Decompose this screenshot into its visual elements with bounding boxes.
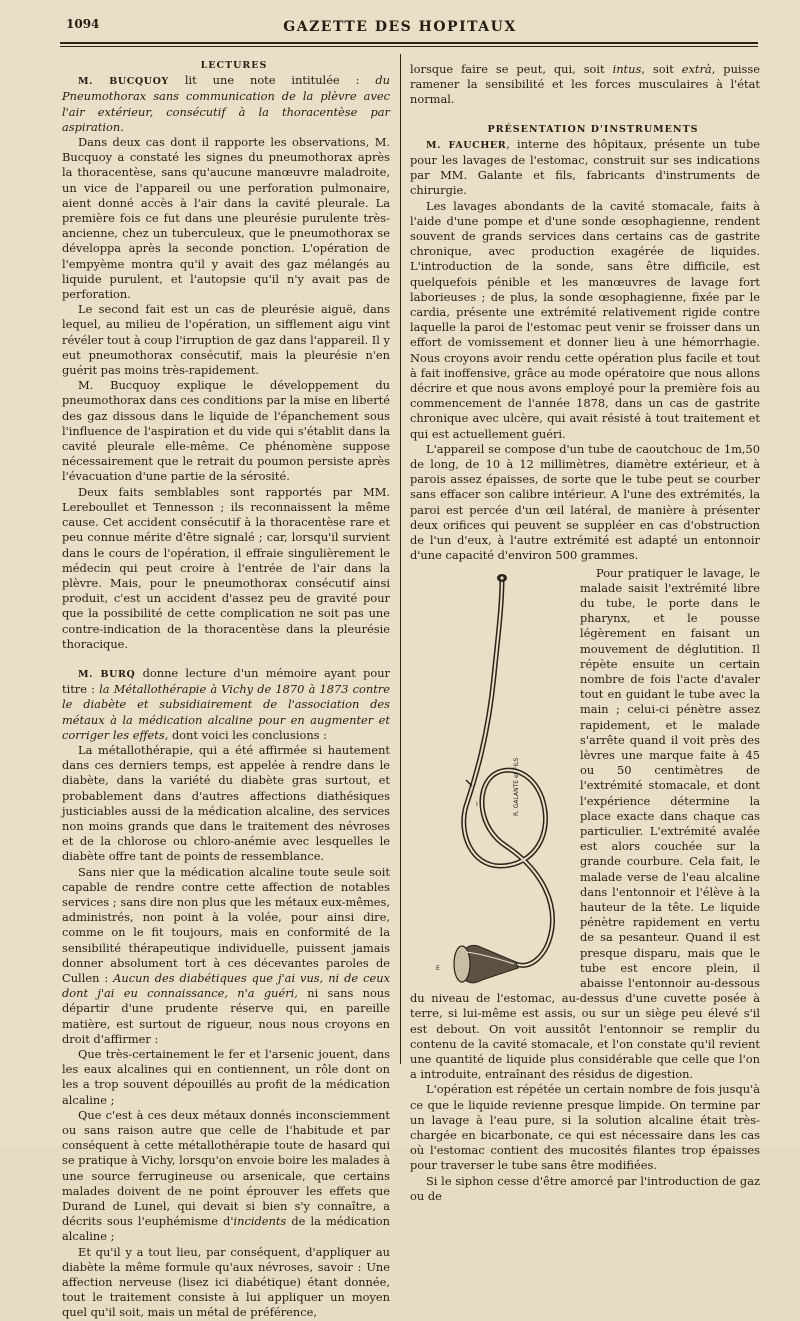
author-burq: M. BURQ [78,668,136,680]
figure-label-top: I [476,800,478,808]
emphasis: extrà [681,62,712,76]
spacer [62,652,390,666]
figure-label-bottom: E [436,964,440,972]
article-bucquoy-intro [62,73,390,135]
paragraph-cullen [62,865,390,1047]
article-faucher-intro [410,137,760,199]
quote-cullen: Aucun des diabétiques que j'ai vus, ni de ceux dont j'ai eu connaissance, n'a guéri, [62,970,391,1001]
article-burq-intro [62,666,390,743]
paragraph: Deux faits semblables sont rapportés par MM. Lereboullet et Tennesson ; ils reconnaissent la même cause. Cet accident consécutif à la thoracentèse rare et peu connue mérite d'être signalé ; car, lorsqu'il survient dans le cours de l'opération, il effraie singulièrement le médecin qui peut croire à l'entrée de l'air dans la plèvre. Mais, pour le pneumothorax consécutif ainsi produit, c'est un accident d'assez peu de gravité pour que la possibilité de cette complication ne soit pas une contre-indication de la thoracentèse dans la pleurésie thoracique. [62,484,390,651]
stomach-tube-illustration [406,566,574,986]
paragraph: Si le siphon cesse d'être amorcé par l'introduction de gaz ou de [410,1173,760,1203]
section-title-instruments: PRÉSENTATION D'INSTRUMENTS [487,123,699,135]
intro-text: lit une note intitulée : [168,73,376,88]
text: , interne des hôpitaux, présente un tube pour les lavages de l'estomac, construit sur ses indications par MM. Galante et fils, fabricants d'instruments de chirurgie. [410,136,760,198]
paragraph: La métallothérapie, qui a été affirmée si hautement dans ces derniers temps, est appelée à rendre dans le diabète, dans la variété du diabète gras surtout, et probablement dans d'autres affections diathésiques justiciables aussi de la médication alcaline, des services non moins grands que dans le traitement des névroses et de la chlorose ou chloro-anémie avec lesquelles le diabète offre tant de points de ressemblance. [62,742,390,864]
paragraph: Pour pratiquer le lavage, le malade saisit l'extrémité libre du tube, le porte dans le pharynx, et le pousse légèrement en faisant un mouvement de déglutition. Il répète ensuite un certain nombre de fois l'acte d'avaler tout en guidant le tube avec la main ; celui-ci pénètre assez rapidement, et le malade s'arrête quand il voit près des lèvres une marque faite à 45 ou 50 centimètres de l'extrémité stomacale, et dont l'expérience détermine la place exacte dans chaque cas particulier. L'extrémité avalée est alors couchée sur la grande courbure. Cela fait, le malade verse de l'eau alcaline dans l'entonnoir et l'élève à la hauteur de la tête. Le liquide pénètre rapidement en vertu de sa pesanteur. Quand il est presque disparu, mais que le tube est encore plein, il abaisse l'entonnoir au-dessous du niveau de l'estomac, au-dessus d'une cuvette posée à terre, si lui-même est assis, ou sur un siège peu élevé s'il est debout. On voit aussitôt l'entonnoir se remplir du contenu de la cavité stomacale, et l'on constate qu'il revient une quantité de liquide plus considérable que celle que l'on a introduite, entraînant des résidus de digestion. [410,565,760,1082]
paragraph: Les lavages abondants de la cavité stomacale, faits à l'aide d'une pompe et d'une sonde œsophagienne, rendent souvent de grands services dans certains cas de gastrite chronique, avec production exagérée de liquides. L'introduction de la sonde, sans être difficile, est quelquefois pénible et les manœuvres de lavage fort laborieuses ; de plus, la sonde œsophagienne, fixée par le cardia, présente une extrémité relativement rigide contre laquelle la paroi de l'estomac peut venir se froisser dans un effort de vomissement et donner lieu à une hémorrhagie. Nous croyons avoir rendu cette opération plus facile et tout à fait inoffensive, grâce au mode opératoire que nous allons décrire et que nous avons employé pour la première fois au commencement de l'année 1878, dans un cas de gastrite chronique avec ulcère, qui avait résisté à tout traitement et qui est actuellement guéri. [410,198,760,441]
spacer [410,108,760,122]
paragraph: Dans deux cas dont il rapporte les observations, M. Bucquoy a constaté les signes du pneumothorax après la thoracentèse, sans qu'aucune manœuvre maladroite, un vice de l'appareil ou une perforation pulmonaire, aient donné accès à l'air dans la cavité pleurale. La première fois ce fut dans une pleurésie purulente très-ancienne, chez un tuberculeux, que le pneumothorax se développa après la seconde ponction. L'opération de l'empyème montra qu'il y avait des gaz mélangés au liquide purulent, et l'autopsie qu'il n'y avait pas de perforation. [62,135,390,302]
left-column [62,58,390,1321]
emphasis: incidents [233,1214,287,1229]
author-bucquoy: M. BUCQUOY [78,76,169,88]
tube-drawing [406,566,574,986]
paragraph: L'appareil se compose d'un tube de caoutchouc de 1m,50 de long, de 10 à 12 millimètres, diamètre extérieur, et à parois assez épaisses, de sorte que le tube peut se courber sans effacer son calibre intérieur. A l'une des extrémités, la paroi est percée d'un œil latéral, de manière à présenter deux orifices qui peuvent se suppléer en cas d'obstruction de l'un d'eux, à l'autre extrémité est adapté un entonnoir d'une capacité d'environ 500 grammes. [410,441,760,563]
text: lorsque faire se peut, qui, soit [410,62,613,76]
paragraph: Que très-certainement le fer et l'arsenic jouent, dans les eaux alcalines qui en contiennent, un rôle dont on les a trop souvent dépouillés au profit de la médication alcaline ; [62,1047,390,1107]
text: , soit [641,62,682,76]
intro-tail: dont voici les conclusions : [168,727,327,742]
header-rule-thin [60,46,758,47]
figure-maker-stamp: R. GALANTE et FILS [513,757,520,816]
article-title-bucquoy: du Pneumothorax sans communication de la plèvre avec l'air extérieur, consécutif à la thoracentèse par aspiration. [62,73,391,134]
text: ni sans nous départir d'une prudente réserve qui, en pareille matière, est surtout de rigueur, nous nous croyons en droit d'affirmer : [62,986,390,1046]
masthead-title: GAZETTE DES HOPITAUX [283,19,517,35]
article-title-burq: la Métallothérapie à Vichy de 1870 à 1873 contre le diabète et subsidiairement de l'association des métaux à la médication alcaline pour en augmenter et corriger les effets, [62,682,390,742]
text: de la médication alcaline ; [62,1214,390,1244]
paragraph: Et qu'il y a tout lieu, par conséquent, d'appliquer au diabète la même formule qu'aux névroses, savoir : Une affection nerveuse (lisez ici diabétique) étant donnée, tout le traitement consiste à lui appliquer un moyen quel qu'il soit, mais un métal de préférence, [62,1244,390,1320]
author-faucher: M. FAUCHER [426,139,507,151]
intro-text: donne lecture d'un mémoire ayant pour titre : [62,665,390,697]
funnel-icon [454,945,518,982]
paragraph: Le second fait est un cas de pleurésie aiguë, dans lequel, au milieu de l'opération, un sifflement aigu vint révéler tout à coup l'irruption de gaz dans l'appareil. Il y eut pneumothorax consécutif, mais la pleurésie n'en guérit pas moins très-rapidement. [62,302,390,378]
page-number: 1094 [66,17,100,31]
section-title-lectures: LECTURES [200,60,268,71]
continued-paragraph [410,62,760,108]
column-divider [400,54,401,1064]
right-column [410,62,760,1204]
emphasis: intus [612,62,642,76]
paragraph: L'opération est répétée un certain nombre de fois jusqu'à ce que le liquide revienne presque limpide. On termine par un lavage à l'eau pure, si la solution alcaline était très-chargée en bicarbonate, ce qui est nécessaire dans les cas où l'estomac contient des mucosités filantes trop épaisses pour traverser le tube sans être modifiées. [410,1082,760,1173]
text: , puisse ramener la sensibilité et les forces musculaires à l'état normal. [410,62,760,107]
paragraph: M. Bucquoy explique le développement du pneumothorax dans ces conditions par la mise en liberté des gaz dissous dans le liquide de l'épanchement sous l'influence de l'aspiration et du vide qui s'établit dans la cavité pleurale elle-même. Ce phénomène suppose nécessairement que le retrait du poumon persiste après l'évacuation d'une partie de la sérosité. [62,378,390,484]
text: Sans nier que la médication alcaline toute seule soit capable de rendre contre cette affection de notables services ; sans dire non plus que les métaux eux-mêmes, administrés, non point à la volée, pour ainsi dire, comme on le fit toujours, mais en conformité de la sensibilité thérapeutique individuelle, puissent jamais donner absolument tort à ces décevantes paroles de Cullen : [62,864,390,985]
paragraph-incidents [62,1108,390,1245]
text: Que c'est à ces deux métaux donnés inconsciemment ou sans raison autre que celle de l'habitude et par conséquent à cette métallothérapie toute de hasard qui se pratique à Vichy, lorsqu'on envoie boire les malades à une source ferrugineuse ou arsenicale, que certains malades doivent de ne point éprouver les effets que Durand de Lunel, qui devait si bien s'y connaître, a décrits sous l'euphémisme d' [62,1107,390,1229]
header-rule [60,42,758,44]
